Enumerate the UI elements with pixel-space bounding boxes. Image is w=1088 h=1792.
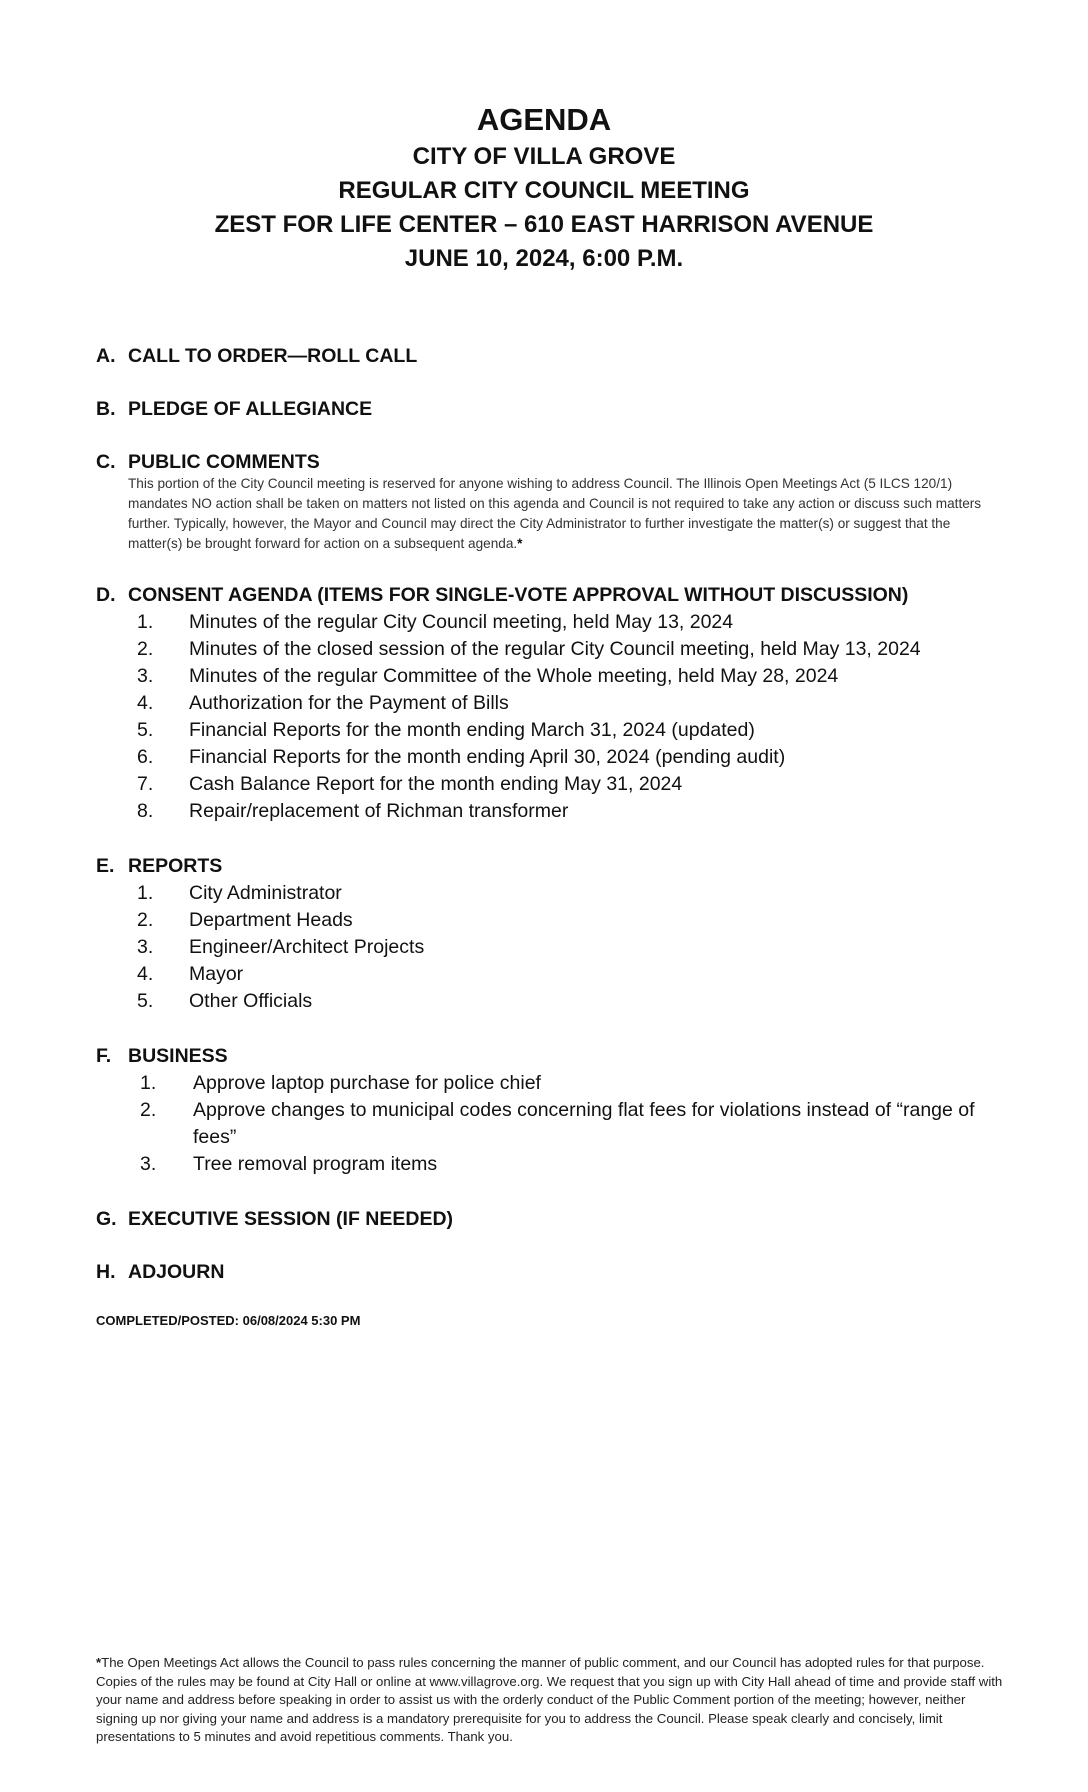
section-letter: B. xyxy=(96,398,116,420)
meeting-type: REGULAR CITY COUNCIL MEETING xyxy=(338,177,750,204)
reports-list xyxy=(96,880,1006,1015)
meeting-location: ZEST FOR LIFE CENTER – 610 EAST HARRISON AVENUE xyxy=(214,211,874,238)
agenda-header xyxy=(0,100,1088,276)
section-title: CONSENT AGENDA (ITEMS FOR SINGLE-VOTE APPROVAL WITHOUT DISCUSSION) xyxy=(128,584,909,606)
list-item: 6. Financial Reports for the month ending April 30, 2024 (pending audit) xyxy=(137,746,786,768)
section-consent-agenda xyxy=(96,581,1006,825)
section-title: PLEDGE OF ALLEGIANCE xyxy=(128,398,373,420)
list-item: 3. Engineer/Architect Projects xyxy=(137,936,425,958)
footnote-text: The Open Meetings Act allows the Council to pass rules concerning the manner of public comment, and our Council has adopted rules for that purpose. Copies of the rules may be found at City Hall or online at www.villagrove.org. We request that you sign up with City Hall ahead of time and provide staff with your name and address before speaking in order to assist us with the orderly conduct of the Public Comment portion of the meeting; however, neither signing up nor giving your name and address is a mandatory prerequisite for you to address the Council. Please speak clearly and concisely, limit presentations to 5 minutes and avoid repetitious comments. Thank you. xyxy=(96,1655,1003,1744)
footnote-marker: * xyxy=(517,536,523,551)
list-item: 8. Repair/replacement of Richman transformer xyxy=(137,800,569,822)
section-letter: G. xyxy=(96,1208,117,1230)
section-adjourn xyxy=(96,1258,1006,1286)
list-item: 2. Department Heads xyxy=(137,909,353,931)
section-letter: C. xyxy=(96,451,116,473)
list-item: 1. City Administrator xyxy=(137,882,342,904)
list-item: 5. Other Officials xyxy=(137,990,313,1012)
list-item: 2. Approve changes to municipal codes concerning flat fees for violations instead of “range of fees” xyxy=(140,1099,975,1148)
section-title: CALL TO ORDER—ROLL CALL xyxy=(128,345,418,367)
section-public-comments xyxy=(96,448,1006,554)
open-meetings-footnote xyxy=(96,1654,1006,1747)
list-item: 4. Mayor xyxy=(137,963,244,985)
section-letter: E. xyxy=(96,855,115,877)
section-letter: D. xyxy=(96,584,116,606)
section-title: EXECUTIVE SESSION (IF NEEDED) xyxy=(128,1208,454,1230)
section-call-to-order xyxy=(96,342,1006,370)
public-comments-note: This portion of the City Council meeting is reserved for anyone wishing to address Council. The Illinois Open Meetings Act (5 ILCS 120/1) mandates NO action shall be taken on matters not listed on this agenda and Council is not required to take any action or discuss such matters further. Typically, however, the Mayor and Council may direct the City Administrator to further investigate the matter(s) or suggest that the matter(s) be brought forward for action on a subsequent agenda.* xyxy=(128,476,982,551)
section-title: ADJOURN xyxy=(128,1261,225,1283)
business-list xyxy=(96,1070,1006,1178)
section-title: REPORTS xyxy=(128,855,223,877)
list-item: 1. Minutes of the regular City Council meeting, held May 13, 2024 xyxy=(137,611,734,633)
list-item: 1. Approve laptop purchase for police chief xyxy=(140,1072,541,1094)
section-title: BUSINESS xyxy=(128,1045,228,1067)
section-letter: H. xyxy=(96,1261,116,1283)
agenda-body xyxy=(96,342,1006,1330)
posted-timestamp: COMPLETED/POSTED: 06/08/2024 5:30 PM xyxy=(96,1313,361,1328)
section-letter: F. xyxy=(96,1045,112,1067)
section-executive-session xyxy=(96,1205,1006,1233)
list-item: 3. Tree removal program items xyxy=(140,1153,438,1175)
section-pledge xyxy=(96,395,1006,423)
section-title: PUBLIC COMMENTS xyxy=(128,451,320,473)
consent-items-list xyxy=(96,609,1006,825)
list-item: 3. Minutes of the regular Committee of the Whole meeting, held May 28, 2024 xyxy=(137,665,839,687)
meeting-datetime: JUNE 10, 2024, 6:00 P.M. xyxy=(404,245,684,272)
agenda-title: AGENDA xyxy=(476,102,612,137)
section-business xyxy=(96,1042,1006,1178)
section-reports xyxy=(96,852,1006,1015)
city-name: CITY OF VILLA GROVE xyxy=(412,143,676,170)
section-letter: A. xyxy=(96,345,116,367)
list-item: 4. Authorization for the Payment of Bills xyxy=(137,692,509,714)
list-item: 7. Cash Balance Report for the month ending May 31, 2024 xyxy=(137,773,683,795)
footnote-marker: * xyxy=(96,1655,102,1670)
list-item: 2. Minutes of the closed session of the regular City Council meeting, held May 13, 2024 xyxy=(137,638,921,660)
list-item: 5. Financial Reports for the month ending March 31, 2024 (updated) xyxy=(137,719,755,741)
